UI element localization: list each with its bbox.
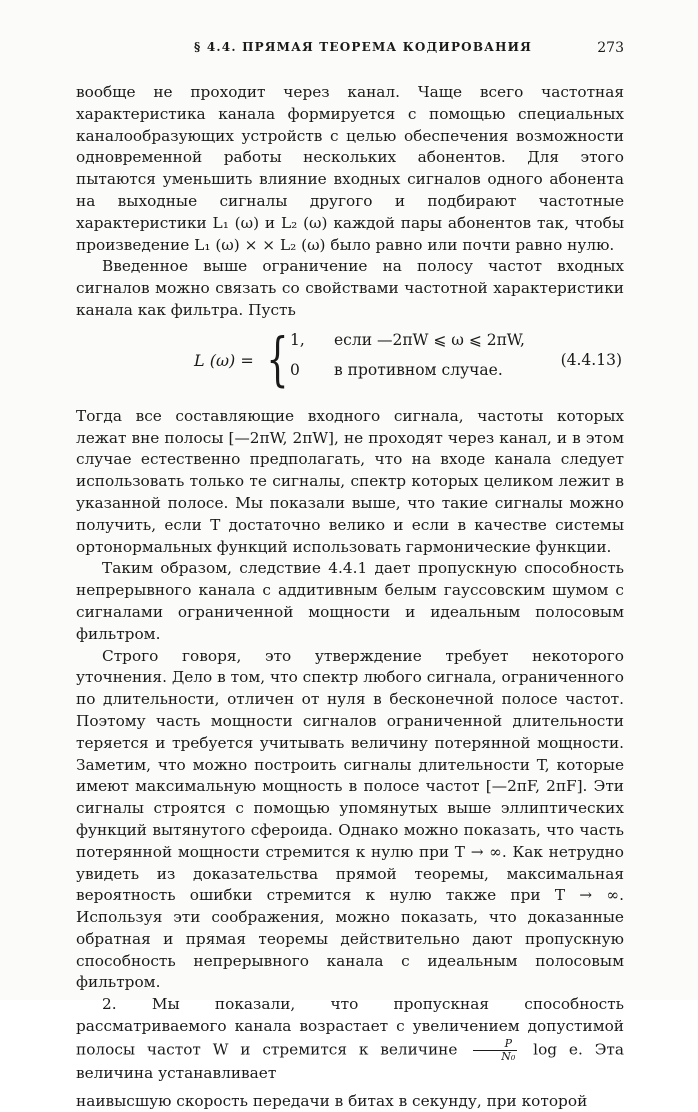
paragraph-6-last-line: наивысшую скорость передачи в битах в секунду, при которой	[76, 1091, 588, 1110]
paragraph-6	[76, 994, 624, 1084]
paragraph-6-end: log e. Эта величина устанавливает	[76, 1040, 624, 1082]
case-1-condition: если —2πW ⩽ ω ⩽ 2πW,	[334, 330, 525, 349]
paragraph-5: Строго говоря, это утверждение требует некоторого уточнения. Дело в том, что спектр любого сигнала, ограниченного по длительности, отличен от нуля в бесконечной полосе частот. Поэтому часть мощности сигналов ограниченной длительности теряется и требуется учитывать величину потерянной мощности. Заметим, что можно построить сигналы длительности T, которые имеют максимальную мощность в полосе частот [—2πF, 2πF]. Эти сигналы строятся с помощью упомянутых выше эллиптических функций вытянутого сфероида. Однако можно показать, что часть потерянной мощности стремится к нулю при T → ∞. Как нетрудно увидеть из доказательства прямой теоремы, максимальная вероятность ошибки стремится к нулю также при T → ∞. Используя эти соображения, можно показать, что доказанные обратная и прямая теоремы действительно дают пропускную способность непрерывного канала с идеальным полосовым фильтром.	[76, 646, 624, 992]
case-2-condition: в противном случае.	[334, 360, 503, 379]
paragraph-3: Тогда все составляющие входного сигнала, частоты которых лежат вне полосы [—2πW, 2πW], не проходят через канал, и в этом случае естественно предполагать, что на входе канала следует использовать только те сигналы, спектр которых целиком лежит в указанной полосе. Мы показали выше, что такие сигналы можно получить, если T достаточно велико и если в качестве системы ортонормальных функций использовать гармонические функции.	[76, 406, 624, 556]
fraction-denominator: N₀	[501, 1049, 516, 1063]
paragraph-6-start: 2. Мы показали, что пропускная способность рассматриваемого канала возрастает с увеличением допустимой полосы частот W и стремится к величине	[76, 995, 624, 1059]
paragraph-4: Таким образом, следствие 4.4.1 дает пропускную способность непрерывного канала с аддитивным белым гауссовским шумом с сигналами ограниченной мощности и идеальным полосовым фильтром.	[76, 559, 624, 643]
running-head: § 4.4. ПРЯМАЯ ТЕОРЕМА КОДИРОВАНИЯ	[194, 40, 533, 54]
formula-4-4-13	[76, 326, 624, 400]
formula-case-2	[290, 360, 503, 382]
fraction-p-over-n0	[473, 1038, 517, 1063]
paragraph-2: Введенное выше ограничение на полосу частот входных сигналов можно связать со свойствами частотной характеристики канала как фильтра. Пусть	[76, 257, 624, 319]
page-header	[76, 40, 624, 60]
formula-brace: {	[266, 324, 289, 393]
case-2-value: 0	[290, 360, 300, 379]
case-1-value: 1,	[290, 330, 305, 349]
equation-number: (4.4.13)	[560, 350, 622, 369]
formula-case-1	[290, 330, 525, 352]
formula-lhs: L (ω) =	[194, 350, 254, 370]
paragraph-1: вообще не проходит через канал. Чаще всего частотная характеристика канала формируется с помощью специальных каналообразующих устройств с целью обеспечения возможности одновременной работы нескольких абонентов. Для этого пытаются уменьшить влияние входных сигналов одного абонента на выходные сигналы другого и подбирают частотные характеристики L₁ (ω) и L₂ (ω) каждой пары абонентов так, чтобы произведение L₁ (ω) × × L₂ (ω) было равно или почти равно нулю.	[76, 83, 624, 254]
fraction-numerator: P	[473, 1038, 517, 1051]
body-text	[76, 82, 624, 1112]
page-number: 273	[597, 40, 624, 56]
